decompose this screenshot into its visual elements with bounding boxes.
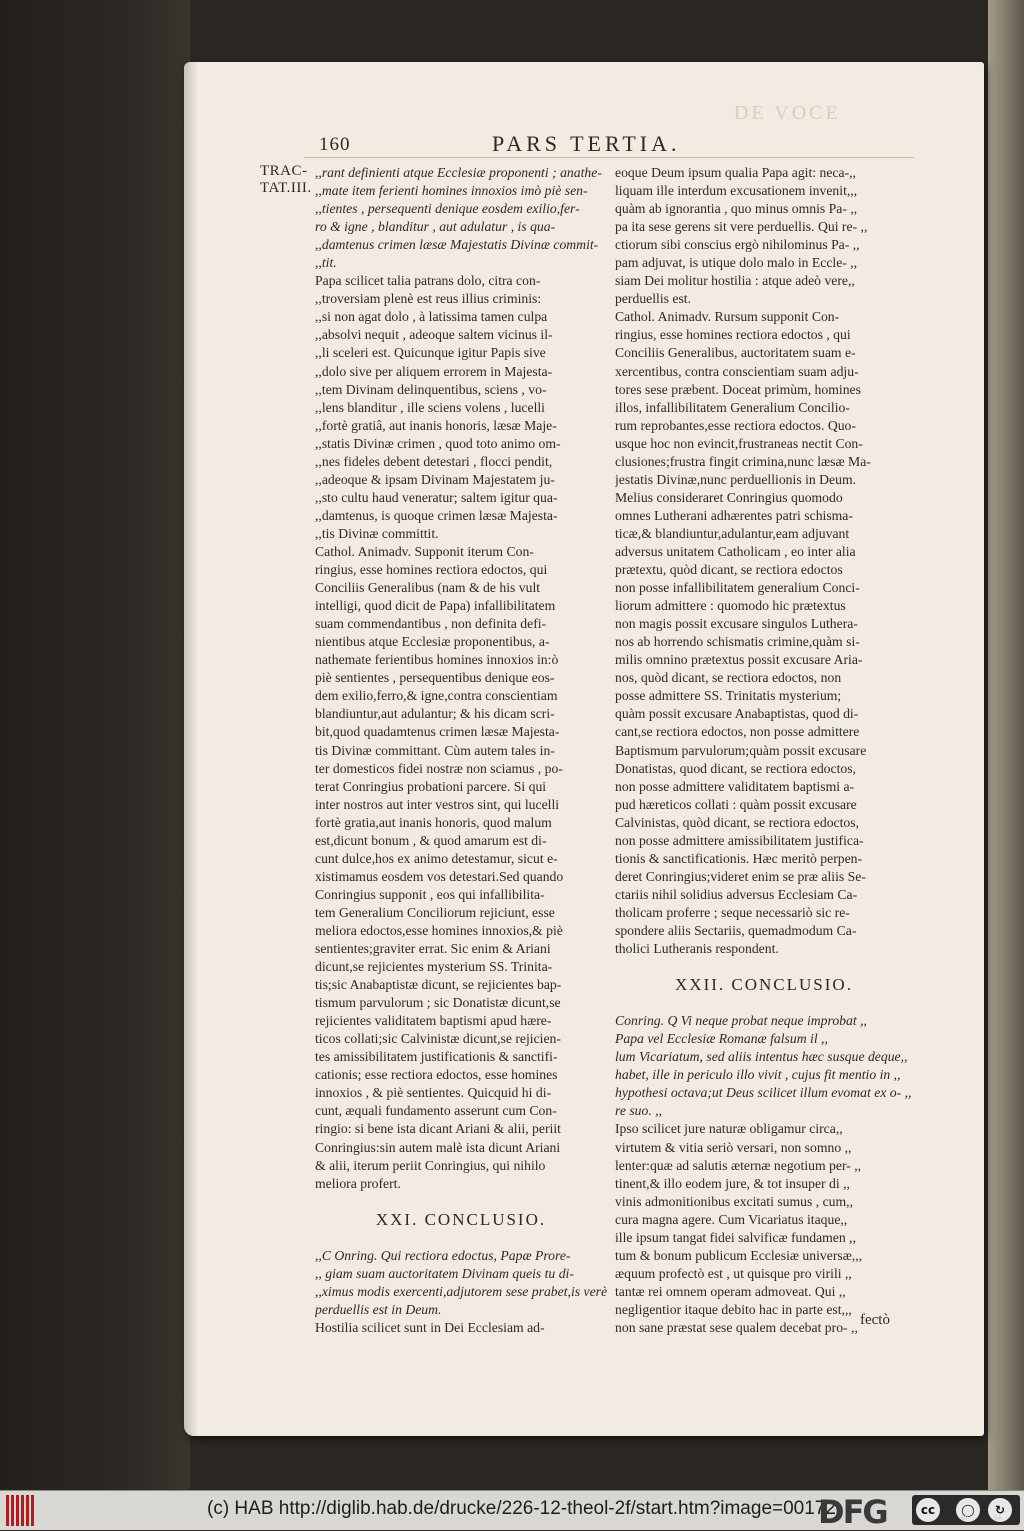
text-line: lenter:quæ ad salutis æternæ negotium per- ,, — [615, 1157, 862, 1173]
text-line: ,,dolo sive per aliquem errorem in Majesta- — [315, 363, 553, 379]
text-line: ,,lens blanditur , ille sciens volens , lucelli — [315, 399, 545, 415]
text-line: ,,adeoque & ipsam Divinam Majestatem ju- — [315, 471, 555, 487]
text-line: Donatistas, quod dicant, se rectiora edoctos, — [615, 760, 856, 776]
text-line: habet, ille in periculo illo vivit , cujus fit mentio in ,, — [615, 1067, 901, 1083]
text-line: adversus unitatem Catholicam , eo inter alia — [615, 543, 856, 559]
right-column — [615, 164, 913, 1337]
share-alike-icon: ↻ — [988, 1498, 1012, 1522]
text-line: cunt, æquali fundamento asserunt cum Con- — [315, 1103, 557, 1119]
text-line: omnes Lutherani adhærentes patri schisma- — [615, 507, 853, 523]
text-line: ,,C Onring. Qui rectiora edoctus, Papæ Prore- — [315, 1247, 571, 1263]
running-head: PARS TERTIA. — [492, 131, 681, 156]
text-line: ,,absolvi nequit , adeoque saltem vicinus il- — [315, 327, 553, 343]
text-line: non posse admittere validitatem baptismi a- — [615, 778, 855, 794]
text-line: nientibus atque Ecclesiæ proponentibus, a- — [315, 634, 550, 650]
copyright-url[interactable]: (c) HAB http://diglib.hab.de/drucke/226-12-theol-2f/start.htm?image=00172 — [207, 1498, 836, 1519]
text-line: tionis & sanctificationis. Hæc meritò perpen- — [615, 850, 863, 866]
right-column-body — [615, 164, 913, 958]
text-line: ,, giam suam auctoritatem Divinam queis tu di- — [315, 1265, 574, 1281]
text-line: tholicam proferre ; seque necessariò sic re- — [615, 904, 850, 920]
conclusio-heading-xxii: XXII. CONCLUSIO. — [675, 976, 853, 995]
text-line: pa ita sese gerens sit vere perduellis. Qui re- ,, — [615, 219, 868, 235]
text-line: cationis; esse rectiora edoctos, esse homines — [315, 1067, 558, 1083]
text-line: ringius, esse homines rectiora edoctos, qui — [315, 562, 548, 578]
text-line: prætextu, quòd dicant, se rectiora edoctos — [615, 562, 843, 578]
text-line: ,,damtenus, is quoque crimen læsæ Majesta- — [315, 507, 558, 523]
text-line: ,,nes fideles debent detestari , flocci pendit, — [315, 453, 553, 469]
text-line: tis;sic Anabaptistæ dicunt, se rejicientes bap- — [315, 977, 562, 993]
text-line: hypothesi octava;ut Deus scilicet illum evomat ex o- ,, — [615, 1085, 912, 1101]
scanner-backdrop-left — [0, 0, 190, 1490]
text-line: ringius, esse homines rectiora edoctos , qui — [615, 327, 851, 343]
text-line: jestatis Divinæ,nunc perduellionis in Deum. — [615, 471, 857, 487]
text-line: ro & igne , blanditur , aut adulatur , is qua- — [315, 219, 556, 235]
text-line: Conring. Q Vi neque probat neque improbat ,, — [615, 1013, 867, 1029]
text-line: ter domesticos fidei nostræ non sciamus , po- — [315, 760, 563, 776]
text-line: ,,rant definienti atque Ecclesiæ proponenti ; anathe- — [315, 165, 602, 180]
text-line: Conciliis Generalibus, auctoritatem suam e- — [615, 345, 856, 361]
text-line: Conciliis Generalibus (nam & de his vult — [315, 580, 541, 596]
text-line: xistimamus eosdem vos detestari.Sed quando — [315, 868, 564, 884]
left-column — [315, 164, 607, 1337]
text-line: meliora edoctos,esse homines innoxios,& piè — [315, 922, 563, 938]
text-line: tores sese præbent. Doceat primùm, homines — [615, 381, 861, 397]
text-line: cant,se rectiora edoctos, non posse admittere — [615, 724, 860, 740]
conclusio-heading-xxi: XXI. CONCLUSIO. — [375, 1210, 547, 1229]
text-line: ,,sto cultu haud veneratur; saltem igitur qua- — [315, 489, 558, 505]
text-line: ticæ,& blandiuntur,adulantur,eam adjuvant — [615, 525, 850, 541]
text-line: intelligi, quod dicit de Papa) infallibilitatem — [315, 598, 556, 614]
text-line: æquum profectò est , ut quisque pro virili ,, — [615, 1265, 852, 1281]
text-line: & alii, iterum periit Conringius, qui nihilo — [315, 1157, 546, 1173]
text-line: tum & bonum publicum Ecclesiæ universæ,,, — [615, 1247, 863, 1263]
text-line: quàm ab ignorantia , quo minus omnis Pa- ,, — [615, 201, 858, 217]
text-line: liquam ille interdum excusationem invenit,,, — [615, 183, 858, 199]
text-line: eoque Deum ipsum qualia Papa agit: neca-,, — [615, 165, 856, 180]
text-line: ringio: si bene ista dicant Ariani & alii, periit — [315, 1121, 561, 1137]
cc-license-badge[interactable] — [912, 1495, 1020, 1525]
dfg-logo: DFG — [818, 1493, 887, 1531]
book-page — [184, 62, 984, 1436]
text-line: ille ipsum tangat fidei salvificæ fundamen ,, — [615, 1229, 856, 1245]
text-line: xercentibus, contra conscientiam suam adju- — [615, 363, 859, 379]
text-line: blandiuntur,aut adulantur; & his dicam scri- — [315, 706, 555, 722]
text-line: ,,statis Divinæ crimen , quod toto animo om- — [315, 435, 561, 451]
margin-note — [260, 163, 320, 197]
catchword: fectò — [860, 1312, 890, 1328]
page-gutter-shadow — [184, 62, 198, 1436]
page-number: 160 — [319, 134, 351, 155]
text-line: perduellis est. — [615, 291, 692, 307]
text-line: est,dicunt bonum , & quod amarum est di- — [315, 832, 547, 848]
text-line: pud hæreticos collati : quàm possit excusare — [615, 796, 857, 812]
barcode-icon — [6, 1495, 36, 1526]
text-line: perduellis est in Deum. — [315, 1301, 442, 1317]
text-line: ctariis nihil solidius adversus Ecclesiam Ca- — [615, 886, 858, 902]
text-line: siam Dei molitur hostilia : atque adeò vere,, — [615, 273, 855, 289]
text-line: Cathol. Animadv. Supponit iterum Con- — [315, 543, 534, 559]
text-line: Cathol. Animadv. Rursum supponit Con- — [615, 309, 840, 325]
text-line: Hostilia scilicet sunt in Dei Ecclesiam ad- — [315, 1320, 545, 1335]
text-line: ,,tis Divinæ committit. — [315, 525, 439, 541]
text-line: cura magna agere. Cum Vicariatus itaque,, — [615, 1211, 848, 1227]
text-line: ctiorum sibi conscius ergò nihilominus Pa- ,, — [615, 237, 860, 253]
text-line: tinent,& illo eodem jure, & tot insuper di ,, — [615, 1175, 850, 1191]
left-column-after-heading — [315, 1247, 607, 1337]
license-by-label: BY — [961, 1515, 969, 1522]
text-line: dem exilio,ferro,& igne,contra conscientiam — [315, 688, 558, 704]
left-column-body — [315, 164, 607, 1193]
text-line: Baptismum parvulorum;quàm possit excusare — [615, 742, 867, 758]
text-line: rum reprobantes,esse rectiora edoctos. Quo- — [615, 417, 856, 433]
bleed-through-text: DE VOCE — [734, 102, 841, 124]
text-line: tem Generalium Conciliorum rejiciunt, esse — [315, 904, 555, 920]
text-line: deret Conringius;videret enim se præ aliis Se- — [615, 868, 866, 884]
text-line: tantæ rei omnem operam admoveat. Qui ,, — [615, 1283, 846, 1299]
text-line: terat Conringius probationi parcere. Si qui — [315, 778, 547, 794]
text-line: ,,troversiam plenè est reus illius criminis: — [315, 291, 542, 307]
text-line: non posse infallibilitatem generalium Conci- — [615, 580, 860, 596]
text-line: non posse admittere amissibilitatem justifica- — [615, 832, 864, 848]
text-line: Calvinistas, quòd dicant, se rectiora edoctos, — [615, 814, 860, 830]
text-line: suam commendantibus , non definita defi- — [315, 616, 547, 632]
text-line: ,,tientes , persequenti denique eosdem exilio,fer- — [315, 201, 580, 217]
header-rule — [304, 157, 914, 158]
text-line: ,,mate item ferienti homines innoxios imò piè sen- — [315, 183, 588, 199]
license-sa-label: SA — [994, 1515, 1003, 1522]
text-line: posse admittere SS. Trinitatis mysterium; — [615, 688, 842, 704]
text-line: sentientes;graviter errat. Sic enim & Ariani — [315, 941, 551, 957]
text-line: inter nostros aut inter vestros sint, qui lucelli — [315, 796, 560, 812]
text-line: Papa vel Ecclesiæ Romanæ falsum il ,, — [615, 1031, 828, 1047]
text-line: cunt dulce,hos ex animo detestamur, sicut e- — [315, 850, 558, 866]
text-line: nos ab horrendo schismatis crimine,quàm si- — [615, 634, 860, 650]
cc-icon: cc — [916, 1498, 940, 1522]
text-line: illos, infallibilitatem Generalium Concilio- — [615, 399, 850, 415]
text-line: innoxios , & piè sentientes. Quicquid hi di- — [315, 1085, 552, 1101]
text-line: liorum admittere : quomodo hic prætextus — [615, 598, 846, 614]
text-line: Melius consideraret Conringius quomodo — [615, 489, 843, 505]
text-line: nos, quòd dicant, se rectiora edoctos, non — [615, 670, 842, 686]
text-line: rejicientes validitatem baptismi apud hære- — [315, 1013, 552, 1029]
margin-note-line: TRAC- — [260, 163, 308, 179]
text-line: negligentior itaque debito hac in parte est,,, — [615, 1301, 852, 1317]
text-line: tismum parvulorum ; sic Donatistæ dicunt,se — [315, 995, 561, 1011]
text-line: re suo. ,, — [615, 1103, 663, 1119]
text-line: usque hoc non evincit,frustraneas nectit Con- — [615, 435, 863, 451]
text-line: ,,fortè gratiâ, aut inanis honoris, læsæ Maje- — [315, 417, 557, 433]
text-line: tis Divinæ committant. Cùm autem tales in- — [315, 742, 555, 758]
right-column-after-heading — [615, 1012, 913, 1337]
text-line: dicunt,se rejicientes mysterium SS. Trinita- — [315, 959, 553, 975]
text-line: meliora profert. — [315, 1175, 401, 1191]
text-line: tholici Lutheranis respondent. — [615, 941, 779, 957]
text-line: ,,ximus modis exercenti,adjutorem sese prabet,is verè — [315, 1283, 607, 1299]
margin-note-line: TAT.III. — [260, 180, 312, 196]
text-line: Conringius supponit , eos qui infallibilita- — [315, 886, 545, 902]
text-line: ,,damtenus crimen læsæ Majestatis Divinæ commit- — [315, 237, 599, 253]
text-line: bit,quod quadamtenus crimen læsæ Majesta- — [315, 724, 560, 740]
text-line: quàm possit excusare Anabaptistas, quod di- — [615, 706, 859, 722]
attribution-icon: ◯ — [956, 1498, 980, 1522]
text-line: clusiones;frustra fingit crimina,nunc læsæ Ma- — [615, 453, 871, 469]
viewer-footer — [0, 1490, 1024, 1530]
text-line: ,,li sceleri est. Quicunque igitur Papis sive — [315, 345, 546, 361]
text-line: milis omnino prætextus possit excusare Aria- — [615, 652, 863, 668]
text-line: tes amissibilitatem justificationis & sanctifi- — [315, 1049, 558, 1065]
text-line: Ipso scilicet jure naturæ obligamur circa,, — [615, 1121, 843, 1137]
text-line: pam adjuvat, is utique dolo malo in Eccle- ,, — [615, 255, 858, 271]
text-line: ticos collati;sic Calvinistæ dicunt,se rejicien- — [315, 1031, 561, 1047]
text-line: piè sentientes , persequentibus denique eos- — [315, 670, 555, 686]
next-page-edge — [988, 0, 1024, 1490]
text-line: nathemate ferientibus homines innoxios in:ò — [315, 652, 559, 668]
text-line: non sane præstat sese qualem decebat pro- ,, — [615, 1320, 858, 1335]
text-line: Papa scilicet talia patrans dolo, citra con- — [315, 273, 541, 289]
text-line: fortè gratia,aut inanis honoris, quod malum — [315, 814, 552, 830]
text-line: ,,tit. — [315, 255, 337, 271]
text-line: lum Vicariatum, sed aliis intentus hæc susque deque,, — [615, 1049, 908, 1065]
text-line: non magis possit excusare singulos Luthera- — [615, 616, 858, 632]
text-line: Conringius:sin autem malè ista dicunt Ariani — [315, 1139, 561, 1155]
text-line: ,,tem Divinam delinquentibus, sciens , vo- — [315, 381, 547, 397]
text-line: spondere aliis Sectariis, quemadmodum Ca- — [615, 922, 857, 938]
text-line: vinis admonitionibus excitati sumus , cum,, — [615, 1193, 853, 1209]
text-line: ,,si non agat dolo , à latissima tamen culpa — [315, 309, 548, 325]
text-line: virtutem & vitia seriò versari, non somno ,, — [615, 1139, 852, 1155]
